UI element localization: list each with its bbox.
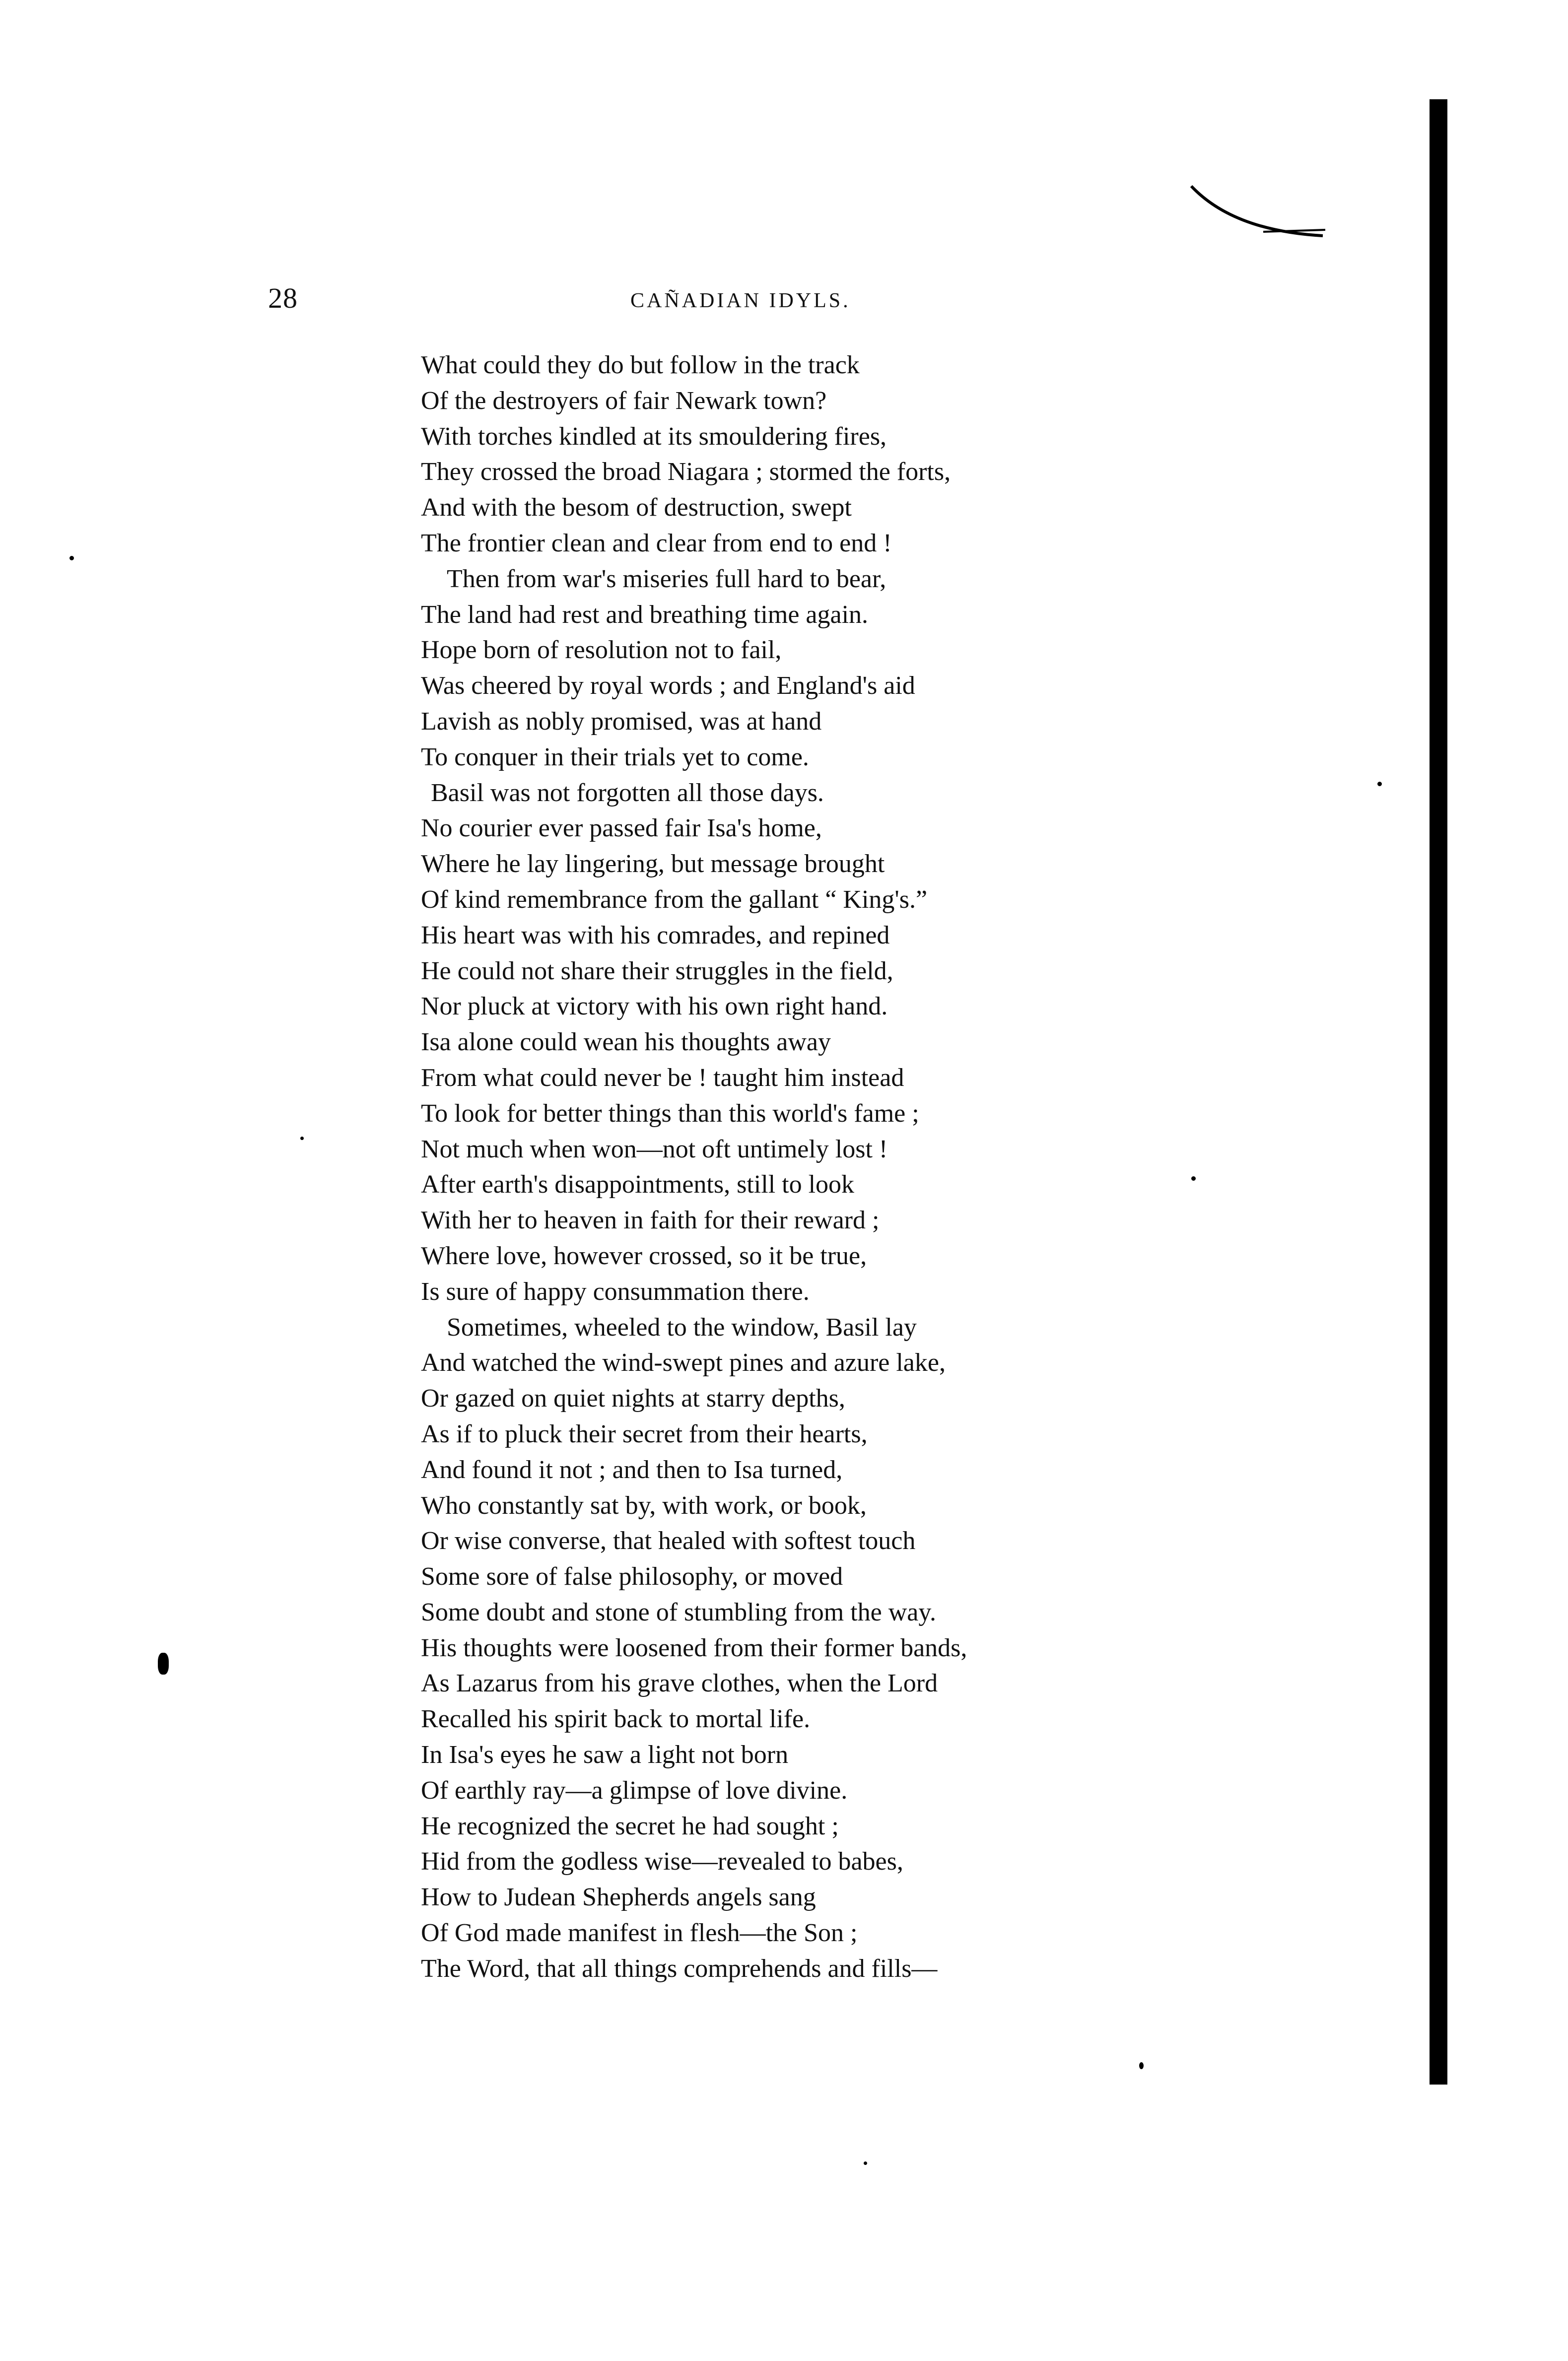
poem-line: Or gazed on quiet nights at starry depths,	[421, 1384, 845, 1413]
poem-line: Some doubt and stone of stumbling from the way.	[421, 1598, 936, 1626]
poem-line: Or wise converse, that healed with softest touch	[421, 1527, 916, 1555]
poem-line: And found it not ; and then to Isa turned,	[421, 1455, 843, 1484]
poem-line: Basil was not forgotten all those days.	[431, 778, 824, 807]
poem-line: His heart was with his comrades, and repined	[421, 921, 890, 949]
poem-line: Recalled his spirit back to mortal life.	[421, 1705, 811, 1734]
poem-line: How to Judean Shepherds angels sang	[421, 1883, 816, 1912]
poem-line: Who constantly sat by, with work, or book,	[421, 1491, 867, 1520]
scan-speck	[158, 1653, 169, 1675]
poem-line: The frontier clean and clear from end to end !	[421, 529, 892, 557]
poem-line: Not much when won—not oft untimely lost !	[421, 1135, 888, 1163]
page-fold-mark	[1189, 176, 1328, 241]
poem-line: In Isa's eyes he saw a light not born	[421, 1741, 789, 1769]
poem-line: As Lazarus from his grave clothes, when the Lord	[421, 1669, 938, 1698]
poem-line: Was cheered by royal words ; and England's aid	[421, 672, 915, 700]
poem-line: No courier ever passed fair Isa's home,	[421, 814, 822, 843]
scan-speck	[1377, 782, 1382, 786]
poem-line: Where he lay lingering, but message brought	[421, 850, 885, 878]
poem-line: Of God made manifest in flesh—the Son ;	[421, 1919, 858, 1948]
poem-line: They crossed the broad Niagara ; stormed the forts,	[421, 458, 951, 486]
scan-speck	[69, 556, 74, 560]
poem-line: Lavish as nobly promised, was at hand	[421, 707, 822, 736]
poem-line: Where love, however crossed, so it be true,	[421, 1241, 867, 1270]
poem-line: With her to heaven in faith for their reward ;	[421, 1206, 880, 1235]
page-number: 28	[268, 282, 298, 314]
poem-line: Is sure of happy consummation there.	[421, 1277, 810, 1306]
binding-shadow	[1430, 99, 1447, 2085]
poem-line: His thoughts were loosened from their former bands,	[421, 1633, 967, 1662]
poem-line: Of kind remembrance from the gallant “ King's.”	[421, 885, 928, 914]
poem-line: To conquer in their trials yet to come.	[421, 742, 809, 771]
poem-line: As if to pluck their secret from their hearts,	[421, 1419, 868, 1448]
poem-line: Hid from the godless wise—revealed to babes,	[421, 1847, 903, 1876]
poem-line: To look for better things than this world's fame ;	[421, 1099, 919, 1128]
poem-line: And with the besom of destruction, swept	[421, 493, 852, 522]
poem-line: Isa alone could wean his thoughts away	[421, 1028, 831, 1057]
poem-line: What could they do but follow in the track	[421, 351, 860, 379]
poem-line: Of earthly ray—a glimpse of love divine.	[421, 1776, 848, 1805]
running-head: CAÑADIAN IDYLS.	[630, 289, 851, 312]
poem-line: He recognized the secret he had sought ;	[421, 1812, 839, 1840]
poem-line: Sometimes, wheeled to the window, Basil lay	[447, 1313, 917, 1342]
poem-line: Of the destroyers of fair Newark town?	[421, 386, 827, 415]
scan-speck	[864, 2161, 867, 2165]
poem-line: Hope born of resolution not to fail,	[421, 636, 782, 665]
scan-speck	[1191, 1176, 1196, 1181]
poem-line: With torches kindled at its smouldering fires,	[421, 422, 887, 451]
poem-line: Nor pluck at victory with his own right hand.	[421, 992, 888, 1021]
poem-line: Then from war's miseries full hard to bear,	[447, 564, 886, 593]
poem-line: From what could never be ! taught him instead	[421, 1063, 904, 1092]
poem-line: And watched the wind-swept pines and azure lake,	[421, 1349, 946, 1377]
poem-line: The land had rest and breathing time again.	[421, 600, 869, 629]
scan-speck	[300, 1137, 304, 1140]
poem-line: He could not share their struggles in the field,	[421, 956, 893, 985]
poem-line: Some sore of false philosophy, or moved	[421, 1562, 843, 1591]
scan-speck	[1139, 2062, 1144, 2069]
poem-text	[421, 347, 1165, 1987]
poem-line: The Word, that all things comprehends and fills—	[421, 1954, 938, 1983]
poem-line: After earth's disappointments, still to look	[421, 1170, 855, 1199]
